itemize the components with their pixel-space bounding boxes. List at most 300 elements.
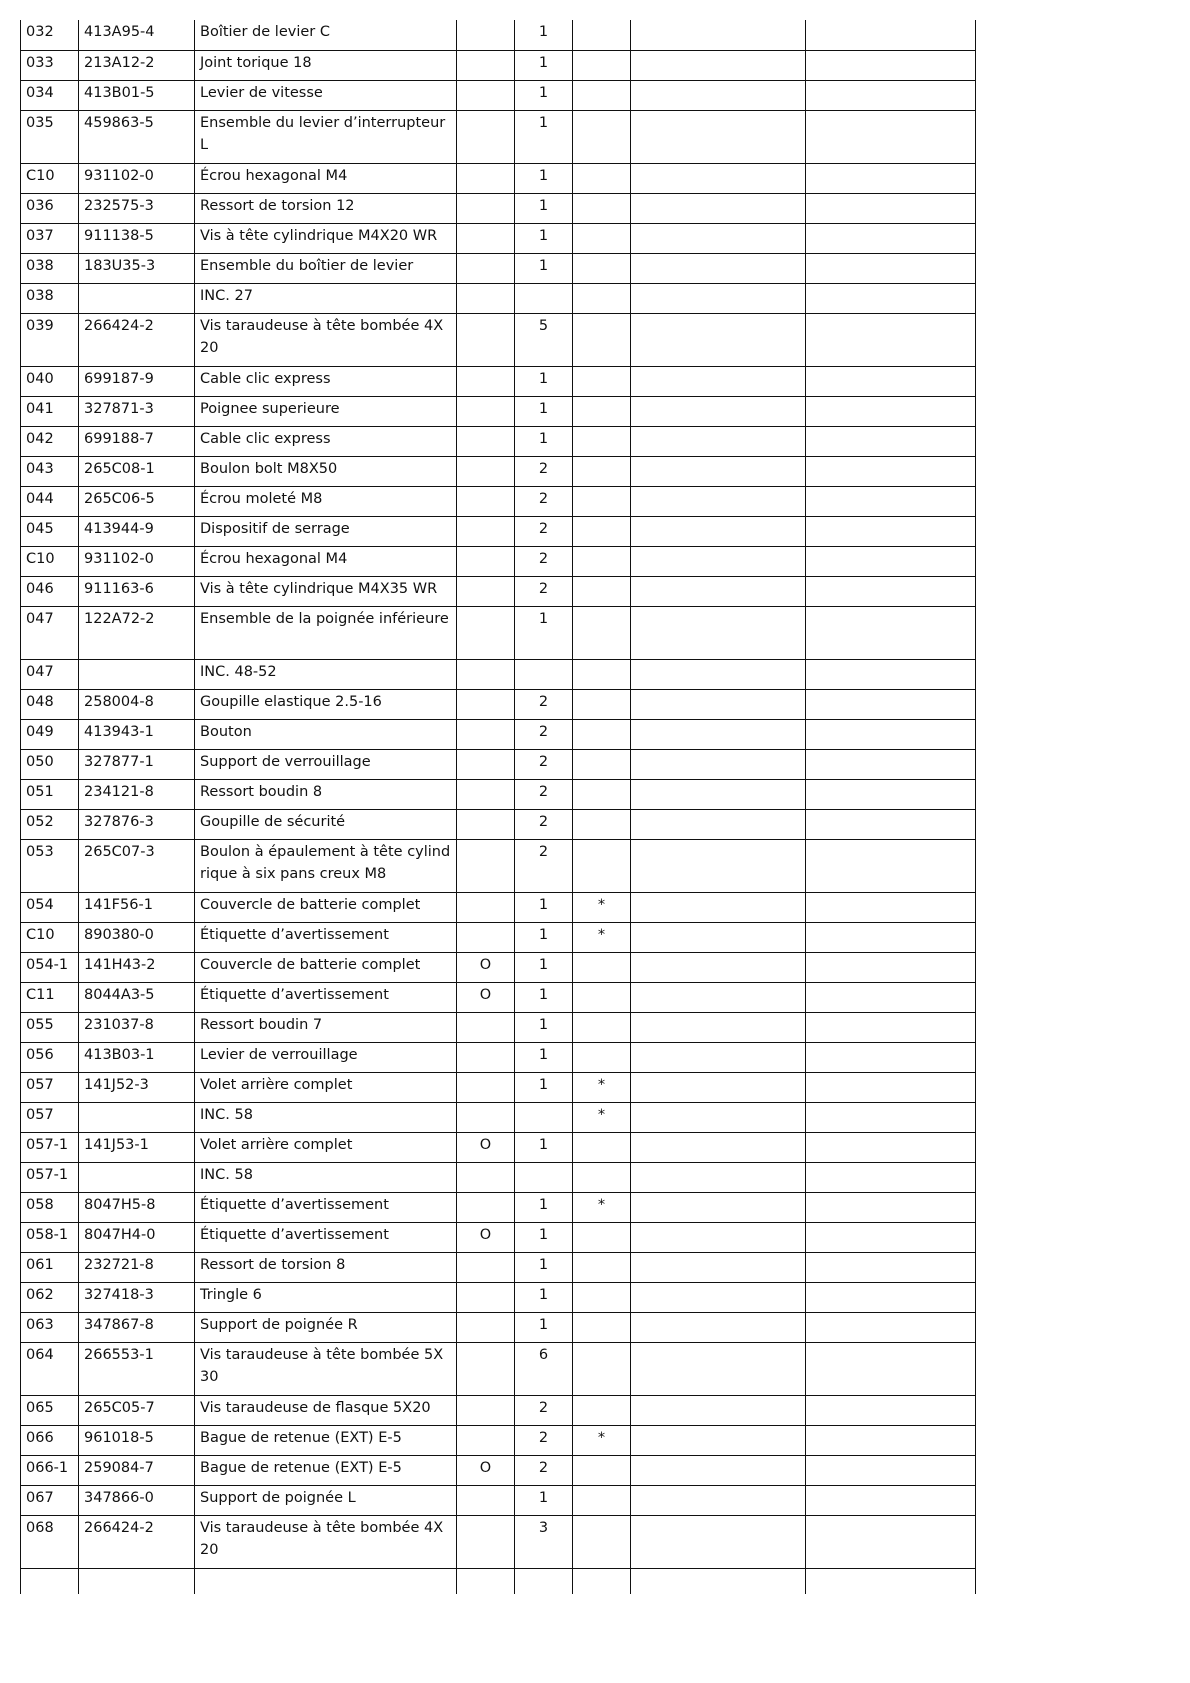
empty-cell [631,779,806,809]
empty-cell [631,1042,806,1072]
note-mark-cell [573,1222,631,1252]
empty-cell [806,659,976,689]
option-mark-cell [457,50,515,80]
note-mark-cell: * [573,922,631,952]
option-mark-cell: O [457,982,515,1012]
quantity-cell: 2 [515,719,573,749]
quantity-cell: 1 [515,892,573,922]
option-mark-cell [457,20,515,50]
empty-cell [631,396,806,426]
empty-cell [631,486,806,516]
part-number-cell: 234121-8 [79,779,195,809]
empty-cell [631,659,806,689]
empty-cell [806,839,976,892]
empty-cell [631,922,806,952]
ref-number-cell: 068 [21,1515,79,1568]
part-description-cell: Boulon à épaulement à tête cylindrique à six pans creux M8 [195,839,457,892]
quantity-cell: 1 [515,1282,573,1312]
empty-cell [806,313,976,366]
part-number-cell: 231037-8 [79,1012,195,1042]
option-mark-cell [457,283,515,313]
ref-number-cell: 057-1 [21,1132,79,1162]
note-mark-cell [573,839,631,892]
empty-cell [631,1455,806,1485]
empty-cell [631,1312,806,1342]
note-mark-cell [573,313,631,366]
note-mark-cell [573,1012,631,1042]
table-row [21,193,976,223]
table-row [21,20,976,50]
part-number-cell: 8047H4-0 [79,1222,195,1252]
ref-number-cell: C10 [21,163,79,193]
part-description-cell: Cable clic express [195,366,457,396]
quantity-cell: 1 [515,1192,573,1222]
note-mark-cell: * [573,1102,631,1132]
table-row [21,606,976,659]
empty-cell [806,892,976,922]
empty-cell [631,426,806,456]
option-mark-cell [457,163,515,193]
part-description-cell: Bague de retenue (EXT) E-5 [195,1455,457,1485]
ref-number-cell: 054-1 [21,952,79,982]
table-row [21,1132,976,1162]
note-mark-cell [573,283,631,313]
quantity-cell: 2 [515,1425,573,1455]
quantity-cell: 1 [515,1072,573,1102]
ref-number-cell: 053 [21,839,79,892]
quantity-cell: 1 [515,110,573,163]
option-mark-cell [457,1515,515,1568]
part-description-cell: Cable clic express [195,426,457,456]
note-mark-cell [573,982,631,1012]
table-row [21,516,976,546]
note-mark-cell [573,952,631,982]
note-mark-cell [573,1485,631,1515]
option-mark-cell [457,1282,515,1312]
part-number-cell: 266424-2 [79,313,195,366]
quantity-cell: 2 [515,456,573,486]
part-number-cell: 213A12-2 [79,50,195,80]
part-description-cell: Ressort boudin 7 [195,1012,457,1042]
table-row [21,1312,976,1342]
empty-cell [806,110,976,163]
note-mark-cell [573,20,631,50]
ref-number-cell: 048 [21,689,79,719]
part-description-cell: Levier de verrouillage [195,1042,457,1072]
empty-cell [806,253,976,283]
quantity-cell [515,1162,573,1192]
table-row [21,1012,976,1042]
note-mark-cell: * [573,1425,631,1455]
empty-cell [631,1282,806,1312]
empty-cell [806,1455,976,1485]
quantity-cell: 1 [515,163,573,193]
part-description-cell: Dispositif de serrage [195,516,457,546]
option-mark-cell [457,223,515,253]
part-description-cell: Poignee superieure [195,396,457,426]
empty-cell [573,1568,631,1594]
part-description-cell: Écrou hexagonal M4 [195,546,457,576]
empty-cell [631,689,806,719]
option-mark-cell [457,1042,515,1072]
empty-cell [631,1425,806,1455]
part-description-cell: Étiquette d’avertissement [195,1222,457,1252]
quantity-cell: 1 [515,193,573,223]
note-mark-cell [573,1042,631,1072]
ref-number-cell: 047 [21,606,79,659]
table-row [21,1395,976,1425]
empty-cell [806,223,976,253]
table-row [21,110,976,163]
ref-number-cell: 033 [21,50,79,80]
empty-cell [806,366,976,396]
part-number-cell: 931102-0 [79,546,195,576]
part-description-cell: Couvercle de batterie complet [195,952,457,982]
empty-cell [631,516,806,546]
parts-table-body [21,20,976,1594]
empty-cell [631,719,806,749]
table-row [21,922,976,952]
part-description-cell: INC. 58 [195,1102,457,1132]
ref-number-cell: 054 [21,892,79,922]
ref-number-cell: 043 [21,456,79,486]
ref-number-cell: C10 [21,922,79,952]
option-mark-cell [457,80,515,110]
empty-cell [806,982,976,1012]
empty-cell [806,163,976,193]
empty-cell [806,396,976,426]
note-mark-cell [573,1455,631,1485]
ref-number-cell: 036 [21,193,79,223]
table-row [21,749,976,779]
table-row [21,689,976,719]
part-number-cell: 141H43-2 [79,952,195,982]
ref-number-cell: 057-1 [21,1162,79,1192]
table-row [21,163,976,193]
note-mark-cell: * [573,1072,631,1102]
note-mark-cell [573,689,631,719]
empty-cell [21,1568,79,1594]
quantity-cell: 2 [515,809,573,839]
quantity-cell: 1 [515,1042,573,1072]
note-mark-cell [573,659,631,689]
note-mark-cell [573,50,631,80]
table-row [21,1042,976,1072]
empty-cell [806,516,976,546]
part-number-cell: 327418-3 [79,1282,195,1312]
option-mark-cell [457,749,515,779]
quantity-cell: 2 [515,546,573,576]
quantity-cell: 1 [515,982,573,1012]
table-row [21,1282,976,1312]
part-description-cell: Ensemble de la poignée inférieure [195,606,457,659]
ref-number-cell: 050 [21,749,79,779]
note-mark-cell [573,1162,631,1192]
part-number-cell: 413B01-5 [79,80,195,110]
ref-number-cell: 052 [21,809,79,839]
part-number-cell: 413B03-1 [79,1042,195,1072]
ref-number-cell: 055 [21,1012,79,1042]
option-mark-cell [457,456,515,486]
table-row [21,659,976,689]
part-number-cell: 413944-9 [79,516,195,546]
part-description-cell: Tringle 6 [195,1282,457,1312]
part-description-cell: INC. 58 [195,1162,457,1192]
part-description-cell: Ensemble du boîtier de levier [195,253,457,283]
empty-cell [806,576,976,606]
empty-cell [806,1012,976,1042]
empty-cell [806,80,976,110]
note-mark-cell [573,486,631,516]
table-row [21,779,976,809]
quantity-cell: 2 [515,1395,573,1425]
ref-number-cell: 047 [21,659,79,689]
option-mark-cell [457,1425,515,1455]
empty-cell [806,1252,976,1282]
table-row [21,1162,976,1192]
empty-cell [806,1342,976,1395]
quantity-cell: 2 [515,839,573,892]
empty-cell [631,1395,806,1425]
table-row [21,50,976,80]
ref-number-cell: 064 [21,1342,79,1395]
quantity-cell [515,283,573,313]
empty-cell [806,1485,976,1515]
option-mark-cell [457,1012,515,1042]
note-mark-cell [573,749,631,779]
note-mark-cell [573,516,631,546]
parts-table [20,20,976,1594]
empty-cell [631,313,806,366]
part-number-cell: 265C05-7 [79,1395,195,1425]
part-number-cell: 259084-7 [79,1455,195,1485]
quantity-cell: 1 [515,366,573,396]
part-description-cell: Boulon bolt M8X50 [195,456,457,486]
empty-cell [195,1568,457,1594]
part-description-cell: Levier de vitesse [195,80,457,110]
part-number-cell: 8047H5-8 [79,1192,195,1222]
part-description-cell: Support de verrouillage [195,749,457,779]
empty-cell [457,1568,515,1594]
note-mark-cell [573,366,631,396]
option-mark-cell [457,1312,515,1342]
quantity-cell: 2 [515,576,573,606]
quantity-cell: 2 [515,689,573,719]
quantity-cell: 1 [515,606,573,659]
part-description-cell: Ressort de torsion 8 [195,1252,457,1282]
part-number-cell: 459863-5 [79,110,195,163]
ref-number-cell: 040 [21,366,79,396]
note-mark-cell [573,110,631,163]
option-mark-cell [457,1192,515,1222]
empty-cell [631,366,806,396]
quantity-cell: 1 [515,952,573,982]
part-number-cell: 327876-3 [79,809,195,839]
empty-cell [631,749,806,779]
part-description-cell: Écrou moleté M8 [195,486,457,516]
empty-cell [806,749,976,779]
option-mark-cell [457,1342,515,1395]
ref-number-cell: 032 [21,20,79,50]
note-mark-cell [573,396,631,426]
note-mark-cell [573,809,631,839]
ref-number-cell: 056 [21,1042,79,1072]
option-mark-cell [457,659,515,689]
part-description-cell: Vis à tête cylindrique M4X20 WR [195,223,457,253]
empty-cell [631,1515,806,1568]
part-number-cell: 327871-3 [79,396,195,426]
empty-cell [806,809,976,839]
ref-number-cell: 041 [21,396,79,426]
empty-cell [631,839,806,892]
part-description-cell: Bague de retenue (EXT) E-5 [195,1425,457,1455]
part-number-cell: 141J53-1 [79,1132,195,1162]
part-description-cell: Goupille elastique 2.5-16 [195,689,457,719]
note-mark-cell [573,253,631,283]
quantity-cell: 1 [515,50,573,80]
ref-number-cell: 058 [21,1192,79,1222]
empty-cell [806,283,976,313]
empty-cell [806,50,976,80]
quantity-cell: 2 [515,779,573,809]
quantity-cell: 2 [515,486,573,516]
empty-cell [806,1282,976,1312]
option-mark-cell [457,576,515,606]
empty-cell [631,892,806,922]
ref-number-cell: 067 [21,1485,79,1515]
empty-cell [806,1222,976,1252]
quantity-cell: 1 [515,1222,573,1252]
part-description-cell: Vis taraudeuse à tête bombée 5X30 [195,1342,457,1395]
table-row [21,719,976,749]
table-row [21,952,976,982]
quantity-cell: 1 [515,1485,573,1515]
quantity-cell: 1 [515,922,573,952]
part-number-cell: 890380-0 [79,922,195,952]
part-description-cell: Vis taraudeuse à tête bombée 4X20 [195,313,457,366]
table-row [21,1515,976,1568]
ref-number-cell: 066-1 [21,1455,79,1485]
empty-cell [806,486,976,516]
part-number-cell: 327877-1 [79,749,195,779]
part-description-cell: Vis taraudeuse de flasque 5X20 [195,1395,457,1425]
ref-number-cell: 051 [21,779,79,809]
note-mark-cell [573,1312,631,1342]
empty-cell [631,50,806,80]
part-number-cell: 122A72-2 [79,606,195,659]
table-row [21,809,976,839]
option-mark-cell [457,1252,515,1282]
empty-cell [631,1485,806,1515]
option-mark-cell [457,313,515,366]
option-mark-cell [457,1102,515,1132]
ref-number-cell: 037 [21,223,79,253]
ref-number-cell: 044 [21,486,79,516]
quantity-cell: 1 [515,253,573,283]
quantity-cell: 2 [515,749,573,779]
empty-cell [631,1012,806,1042]
part-description-cell: Support de poignée L [195,1485,457,1515]
empty-cell [631,110,806,163]
part-number-cell: 232721-8 [79,1252,195,1282]
part-number-cell [79,283,195,313]
empty-cell [806,922,976,952]
empty-cell [79,1568,195,1594]
option-mark-cell [457,1485,515,1515]
part-number-cell [79,1102,195,1132]
table-row [21,1425,976,1455]
note-mark-cell: * [573,1192,631,1222]
note-mark-cell [573,1515,631,1568]
table-row [21,1455,976,1485]
empty-cell [806,1132,976,1162]
ref-number-cell: 057 [21,1072,79,1102]
table-row [21,1192,976,1222]
table-row [21,576,976,606]
quantity-cell [515,659,573,689]
empty-cell [631,1162,806,1192]
table-row [21,1342,976,1395]
ref-number-cell: C10 [21,546,79,576]
ref-number-cell: 057 [21,1102,79,1132]
empty-cell [631,606,806,659]
ref-number-cell: 045 [21,516,79,546]
table-row [21,426,976,456]
empty-cell [631,546,806,576]
empty-cell [631,1222,806,1252]
empty-cell [631,576,806,606]
ref-number-cell: 038 [21,253,79,283]
empty-cell [631,982,806,1012]
blank-row [21,1568,976,1594]
part-description-cell: Bouton [195,719,457,749]
empty-cell [631,952,806,982]
empty-cell [806,952,976,982]
quantity-cell: 3 [515,1515,573,1568]
part-description-cell: Joint torique 18 [195,50,457,80]
empty-cell [806,546,976,576]
option-mark-cell [457,719,515,749]
part-description-cell: Étiquette d’avertissement [195,982,457,1012]
note-mark-cell [573,1132,631,1162]
table-row [21,1102,976,1132]
option-mark-cell: O [457,1222,515,1252]
option-mark-cell [457,516,515,546]
table-row [21,892,976,922]
empty-cell [631,1072,806,1102]
empty-cell [806,1515,976,1568]
empty-cell [806,1162,976,1192]
part-number-cell [79,659,195,689]
table-row [21,1485,976,1515]
empty-cell [631,1568,806,1594]
empty-cell [631,80,806,110]
part-number-cell: 413943-1 [79,719,195,749]
table-row [21,982,976,1012]
option-mark-cell [457,426,515,456]
quantity-cell: 1 [515,223,573,253]
ref-number-cell: 063 [21,1312,79,1342]
empty-cell [631,1192,806,1222]
empty-cell [631,253,806,283]
option-mark-cell [457,689,515,719]
table-row [21,283,976,313]
option-mark-cell [457,193,515,223]
ref-number-cell: 038 [21,283,79,313]
empty-cell [631,163,806,193]
option-mark-cell [457,110,515,163]
empty-cell [806,606,976,659]
